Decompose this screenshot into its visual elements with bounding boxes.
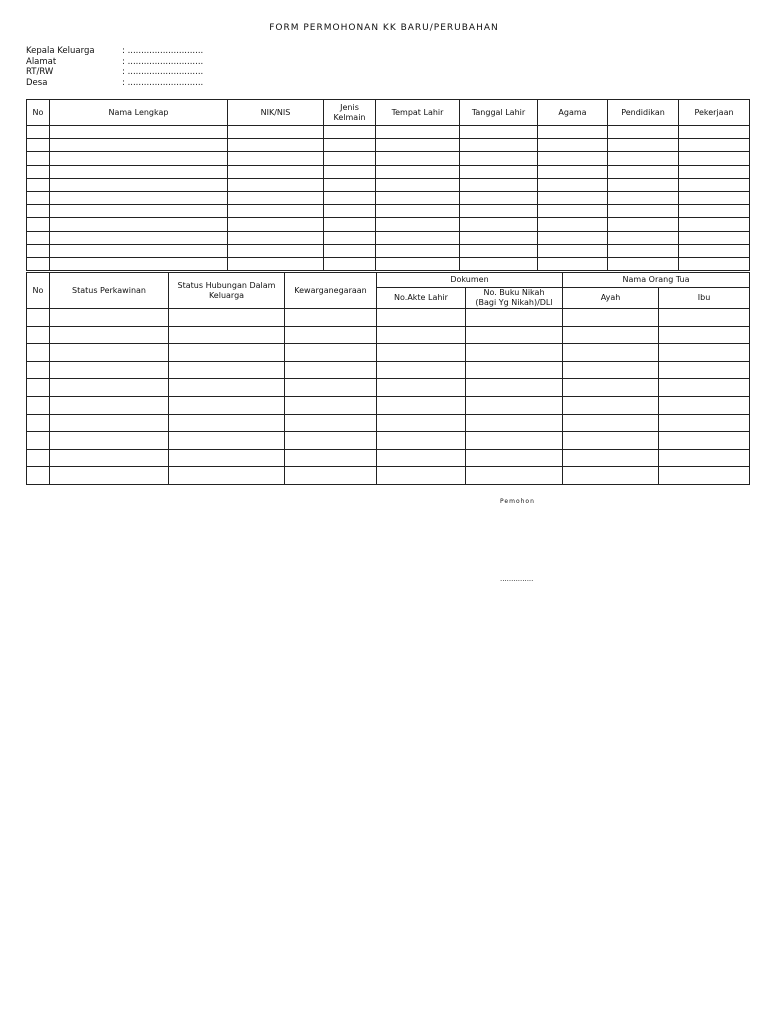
table-cell[interactable] <box>324 139 376 152</box>
table-cell[interactable] <box>538 178 608 191</box>
table-cell[interactable] <box>460 152 538 165</box>
table-row <box>27 244 750 257</box>
table-row <box>27 139 750 152</box>
member-status-rows <box>27 309 750 485</box>
table-cell[interactable] <box>324 165 376 178</box>
table-cell[interactable] <box>466 326 563 344</box>
table-row <box>27 309 750 327</box>
table-cell[interactable] <box>538 257 608 270</box>
table-cell[interactable] <box>659 326 750 344</box>
table-cell[interactable] <box>27 152 50 165</box>
table-cell[interactable] <box>50 257 228 270</box>
table-cell[interactable] <box>608 139 679 152</box>
table-row <box>27 414 750 432</box>
col-header-ayah: Ayah <box>563 288 659 309</box>
table-cell[interactable] <box>27 309 50 327</box>
table-cell[interactable] <box>285 326 377 344</box>
table-cell[interactable] <box>608 244 679 257</box>
table-row <box>27 379 750 397</box>
header-field-kepala-keluarga <box>26 46 203 57</box>
table-cell[interactable] <box>50 218 228 231</box>
table-cell[interactable] <box>466 467 563 485</box>
col-header-agama: Agama <box>538 100 608 126</box>
table-cell[interactable] <box>538 205 608 218</box>
col-header-pekerjaan: Pekerjaan <box>679 100 750 126</box>
header-label: Alamat <box>26 56 57 67</box>
table-cell[interactable] <box>27 467 50 485</box>
col-header-pendidikan: Pendidikan <box>608 100 679 126</box>
member-status-table <box>26 272 750 485</box>
table-cell[interactable] <box>285 361 377 379</box>
table-cell[interactable] <box>324 126 376 139</box>
table-cell[interactable] <box>659 361 750 379</box>
table-cell[interactable] <box>538 244 608 257</box>
header-value[interactable]: : ............................ <box>122 46 204 56</box>
table-cell[interactable] <box>659 379 750 397</box>
table-cell[interactable] <box>377 449 466 467</box>
table-row <box>27 326 750 344</box>
table-cell[interactable] <box>460 244 538 257</box>
table-cell[interactable] <box>27 126 50 139</box>
table-cell[interactable] <box>466 379 563 397</box>
col-header-status-hubungan: Status Hubungan Dalam Keluarga <box>169 273 285 309</box>
table-cell[interactable] <box>377 379 466 397</box>
table-row <box>27 178 750 191</box>
header-field-desa <box>26 78 203 89</box>
col-header-dokumen: Dokumen <box>377 273 563 288</box>
table-cell[interactable] <box>659 467 750 485</box>
table-row <box>27 257 750 270</box>
col-header-jenis-kelamin: Jenis Kelmain <box>324 100 376 126</box>
table-cell[interactable] <box>27 231 50 244</box>
table-cell[interactable] <box>50 396 169 414</box>
table-cell[interactable] <box>50 244 228 257</box>
table-cell[interactable] <box>228 231 324 244</box>
table-cell[interactable] <box>466 361 563 379</box>
table-cell[interactable] <box>50 467 169 485</box>
table-cell[interactable] <box>228 139 324 152</box>
table-cell[interactable] <box>50 191 228 204</box>
table-cell[interactable] <box>608 205 679 218</box>
table-cell[interactable] <box>169 361 285 379</box>
table-cell[interactable] <box>228 257 324 270</box>
table-cell[interactable] <box>608 257 679 270</box>
table-cell[interactable] <box>659 414 750 432</box>
table-cell[interactable] <box>285 414 377 432</box>
table-cell[interactable] <box>50 139 228 152</box>
table-cell[interactable] <box>460 231 538 244</box>
table-cell[interactable] <box>466 309 563 327</box>
table-cell[interactable] <box>608 191 679 204</box>
table-cell[interactable] <box>376 191 460 204</box>
table-cell[interactable] <box>27 326 50 344</box>
col-header-status-perkawinan: Status Perkawinan <box>50 273 169 309</box>
table-cell[interactable] <box>27 432 50 450</box>
table-cell[interactable] <box>324 244 376 257</box>
table-cell[interactable] <box>376 257 460 270</box>
table-cell[interactable] <box>27 191 50 204</box>
table-cell[interactable] <box>608 218 679 231</box>
table-cell[interactable] <box>563 361 659 379</box>
table-cell[interactable] <box>50 379 169 397</box>
table-cell[interactable] <box>169 379 285 397</box>
table-cell[interactable] <box>460 165 538 178</box>
table-cell[interactable] <box>376 126 460 139</box>
table-cell[interactable] <box>50 414 169 432</box>
table-cell[interactable] <box>324 257 376 270</box>
table-cell[interactable] <box>285 449 377 467</box>
table-cell[interactable] <box>608 126 679 139</box>
table-cell[interactable] <box>659 396 750 414</box>
table-cell[interactable] <box>27 257 50 270</box>
col-header-no: No <box>27 273 50 309</box>
table-cell[interactable] <box>377 309 466 327</box>
table-cell[interactable] <box>228 178 324 191</box>
table-header-row <box>27 273 750 288</box>
table-cell[interactable] <box>50 361 169 379</box>
table-cell[interactable] <box>377 344 466 362</box>
header-fields <box>26 46 203 88</box>
col-header-no: No <box>27 100 50 126</box>
table-cell[interactable] <box>563 432 659 450</box>
table-cell[interactable] <box>538 139 608 152</box>
table-row <box>27 449 750 467</box>
table-cell[interactable] <box>50 178 228 191</box>
table-row <box>27 396 750 414</box>
table-cell[interactable] <box>659 344 750 362</box>
table-cell[interactable] <box>563 344 659 362</box>
table-cell[interactable] <box>228 205 324 218</box>
table-cell[interactable] <box>27 244 50 257</box>
table-cell[interactable] <box>608 165 679 178</box>
table-cell[interactable] <box>679 165 750 178</box>
table-cell[interactable] <box>608 178 679 191</box>
table-cell[interactable] <box>679 139 750 152</box>
table-cell[interactable] <box>50 432 169 450</box>
col-header-buku-nikah: No. Buku Nikah (Bagi Yg Nikah)/DLl <box>466 288 563 309</box>
table-cell[interactable] <box>50 326 169 344</box>
table-cell[interactable] <box>460 139 538 152</box>
col-header-ibu: Ibu <box>659 288 750 309</box>
table-cell[interactable] <box>285 309 377 327</box>
table-cell[interactable] <box>285 379 377 397</box>
table-cell[interactable] <box>377 432 466 450</box>
table-cell[interactable] <box>27 414 50 432</box>
table-cell[interactable] <box>169 309 285 327</box>
table-row <box>27 205 750 218</box>
table-cell[interactable] <box>27 361 50 379</box>
table-cell[interactable] <box>679 191 750 204</box>
table-cell[interactable] <box>169 414 285 432</box>
table-row <box>27 191 750 204</box>
table-cell[interactable] <box>466 449 563 467</box>
table-cell[interactable] <box>376 218 460 231</box>
table-cell[interactable] <box>563 396 659 414</box>
table-cell[interactable] <box>679 152 750 165</box>
table-cell[interactable] <box>376 205 460 218</box>
table-cell[interactable] <box>169 449 285 467</box>
form-title: FORM PERMOHONAN KK BARU/PERUBAHAN <box>269 23 499 33</box>
header-label: Desa <box>26 77 48 88</box>
table-row <box>27 165 750 178</box>
table-cell[interactable] <box>608 231 679 244</box>
table-cell[interactable] <box>466 432 563 450</box>
table-cell[interactable] <box>376 139 460 152</box>
col-header-tanggal-lahir: Tanggal Lahir <box>460 100 538 126</box>
table-cell[interactable] <box>377 467 466 485</box>
table-cell[interactable] <box>679 231 750 244</box>
table-cell[interactable] <box>563 379 659 397</box>
table-cell[interactable] <box>679 205 750 218</box>
table-cell[interactable] <box>460 178 538 191</box>
table-cell[interactable] <box>538 231 608 244</box>
table-cell[interactable] <box>50 309 169 327</box>
table-cell[interactable] <box>538 191 608 204</box>
table-cell[interactable] <box>285 396 377 414</box>
table-cell[interactable] <box>27 449 50 467</box>
table-cell[interactable] <box>50 231 228 244</box>
table-cell[interactable] <box>324 231 376 244</box>
table-cell[interactable] <box>169 344 285 362</box>
table-cell[interactable] <box>50 165 228 178</box>
table-cell[interactable] <box>460 191 538 204</box>
table-cell[interactable] <box>460 218 538 231</box>
member-identity-table <box>26 99 750 271</box>
signature-label: Pemohon <box>500 498 535 505</box>
table-cell[interactable] <box>228 191 324 204</box>
col-header-tempat-lahir: Tempat Lahir <box>376 100 460 126</box>
table-cell[interactable] <box>285 344 377 362</box>
header-value[interactable]: : ............................ <box>122 56 204 67</box>
table-row <box>27 344 750 362</box>
table-cell[interactable] <box>376 152 460 165</box>
table-header-row <box>27 100 750 126</box>
table-cell[interactable] <box>563 449 659 467</box>
table-cell[interactable] <box>285 467 377 485</box>
table-cell[interactable] <box>460 126 538 139</box>
signature-line[interactable]: ............... <box>500 575 534 583</box>
table-cell[interactable] <box>377 361 466 379</box>
table-cell[interactable] <box>563 309 659 327</box>
table-cell[interactable] <box>27 379 50 397</box>
table-cell[interactable] <box>376 178 460 191</box>
table-cell[interactable] <box>324 218 376 231</box>
table-cell[interactable] <box>563 326 659 344</box>
table-cell[interactable] <box>27 178 50 191</box>
table-cell[interactable] <box>538 126 608 139</box>
table-cell[interactable] <box>679 178 750 191</box>
header-label: Kepala Keluarga <box>26 46 95 56</box>
col-header-nik: NIK/NIS <box>228 100 324 126</box>
table-cell[interactable] <box>324 178 376 191</box>
col-header-akte-lahir: No.Akte Lahir <box>377 288 466 309</box>
table-cell[interactable] <box>50 449 169 467</box>
table-cell[interactable] <box>169 467 285 485</box>
table-cell[interactable] <box>466 414 563 432</box>
table-row <box>27 218 750 231</box>
table-cell[interactable] <box>563 467 659 485</box>
table-cell[interactable] <box>50 344 169 362</box>
table-cell[interactable] <box>679 244 750 257</box>
table-cell[interactable] <box>377 326 466 344</box>
table-cell[interactable] <box>228 218 324 231</box>
table-cell[interactable] <box>538 218 608 231</box>
table-cell[interactable] <box>27 344 50 362</box>
table-cell[interactable] <box>679 257 750 270</box>
header-field-rt-rw <box>26 67 203 78</box>
table-cell[interactable] <box>377 396 466 414</box>
table-cell[interactable] <box>27 139 50 152</box>
table-cell[interactable] <box>608 152 679 165</box>
header-value[interactable]: : ............................ <box>122 77 204 88</box>
table-cell[interactable] <box>376 165 460 178</box>
table-cell[interactable] <box>563 414 659 432</box>
table-cell[interactable] <box>169 396 285 414</box>
table-row <box>27 467 750 485</box>
table-cell[interactable] <box>228 244 324 257</box>
col-header-nama-orang-tua: Nama Orang Tua <box>563 273 750 288</box>
table-cell[interactable] <box>27 396 50 414</box>
table-cell[interactable] <box>679 126 750 139</box>
header-label: RT/RW <box>26 67 54 77</box>
table-cell[interactable] <box>228 165 324 178</box>
table-cell[interactable] <box>169 432 285 450</box>
table-cell[interactable] <box>376 244 460 257</box>
table-cell[interactable] <box>50 205 228 218</box>
table-row <box>27 126 750 139</box>
table-cell[interactable] <box>27 218 50 231</box>
table-cell[interactable] <box>228 152 324 165</box>
table-cell[interactable] <box>460 257 538 270</box>
table-cell[interactable] <box>466 344 563 362</box>
table-cell[interactable] <box>27 205 50 218</box>
table-cell[interactable] <box>538 152 608 165</box>
table-cell[interactable] <box>376 231 460 244</box>
header-value[interactable]: : ............................ <box>122 67 204 77</box>
table-cell[interactable] <box>538 165 608 178</box>
table-cell[interactable] <box>659 449 750 467</box>
table-cell[interactable] <box>659 309 750 327</box>
col-header-kewarganegaraan: Kewarganegaraan <box>285 273 377 309</box>
table-cell[interactable] <box>659 432 750 450</box>
member-identity-rows <box>27 126 750 271</box>
col-header-nama-lengkap: Nama Lengkap <box>50 100 228 126</box>
header-field-alamat <box>26 57 203 68</box>
table-row <box>27 432 750 450</box>
table-cell[interactable] <box>228 126 324 139</box>
table-cell[interactable] <box>377 414 466 432</box>
table-cell[interactable] <box>27 165 50 178</box>
table-cell[interactable] <box>324 191 376 204</box>
table-cell[interactable] <box>324 152 376 165</box>
table-cell[interactable] <box>466 396 563 414</box>
table-row <box>27 361 750 379</box>
table-row <box>27 231 750 244</box>
table-cell[interactable] <box>324 205 376 218</box>
table-cell[interactable] <box>50 126 228 139</box>
table-cell[interactable] <box>285 432 377 450</box>
table-cell[interactable] <box>169 326 285 344</box>
table-cell[interactable] <box>460 205 538 218</box>
table-cell[interactable] <box>50 152 228 165</box>
table-row <box>27 152 750 165</box>
table-cell[interactable] <box>679 218 750 231</box>
